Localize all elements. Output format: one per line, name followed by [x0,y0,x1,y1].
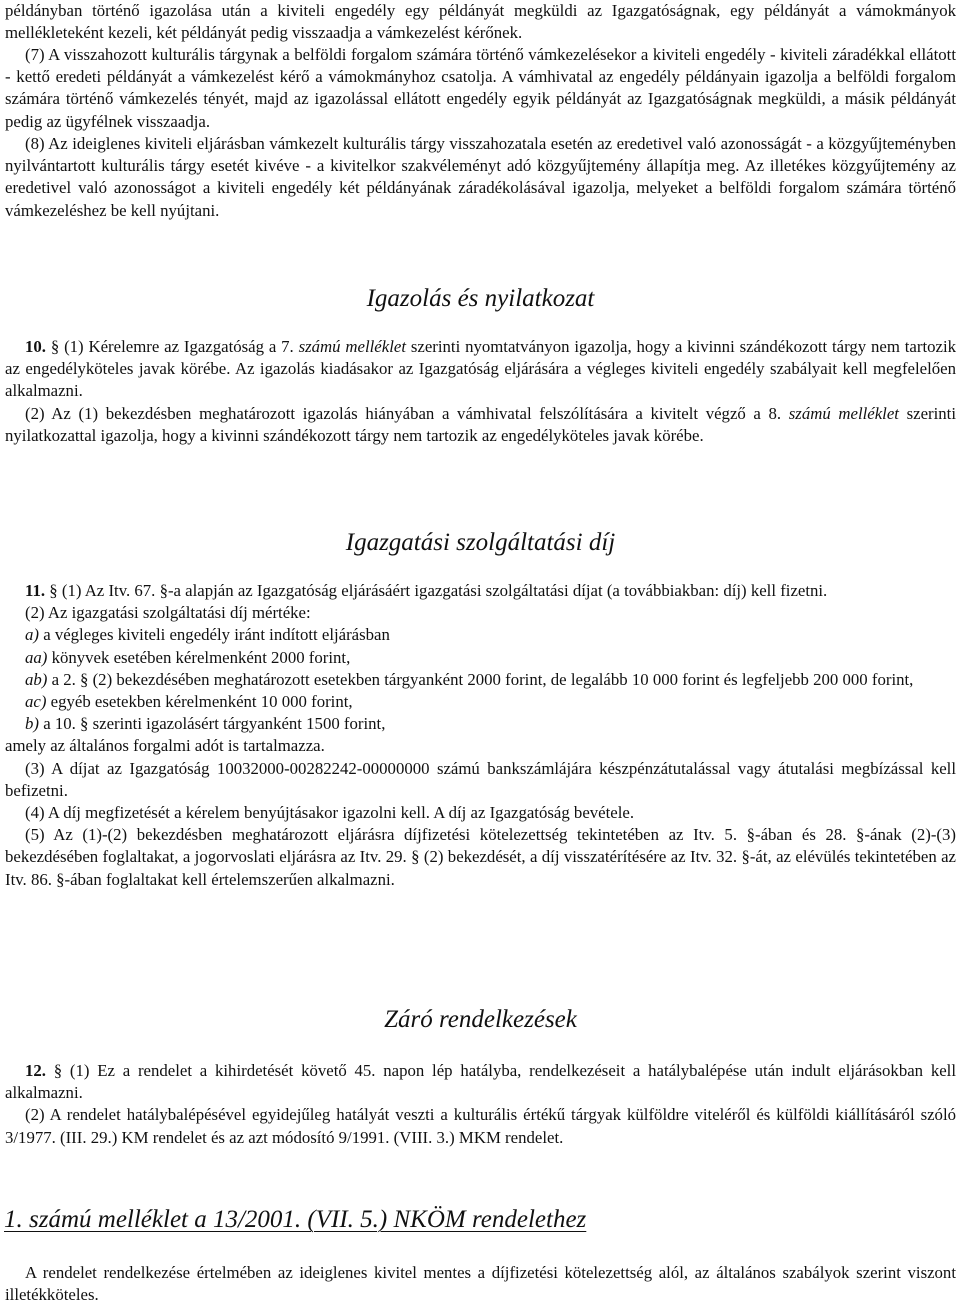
section-heading-igazolas: Igazolás és nyilatkozat [366,285,595,312]
section-heading-zaro: Záró rendelkezések [384,1006,577,1033]
list-item-a: a) a végleges kiviteli engedély iránt indított eljárásban [25,625,390,645]
section-number: 12. [25,1061,46,1080]
section-10 [5,336,956,447]
section-heading-dij: Igazgatási szolgáltatási díj [345,529,616,556]
section-12 [5,1060,956,1149]
section-11-paragraph-3: (3) A díjat az Igazgatóság 10032000-00282242-00000000 számú bankszámlájára készpénzátutalással vagy átutalási megbízással kell befizetni. [5,758,956,800]
annex-title: 1. számú melléklet a 13/2001. (VII. 5.) NKÖM rendelethez [4,1206,587,1233]
section-11-paragraph-5: (5) Az (1)-(2) bekezdésben meghatározott eljárásra díjfizetési kötelezettség tekintetében az Itv. 5. §-ában és 28. §-ának (2)-(3) bekezdésében foglaltakat, a jogorvoslati eljárásra az Itv. 29. § (2) bekezdését, a díj visszatérítésére az Itv. 32. §-át, az elévülés tekintetében az Itv. 86. §-ában foglaltakat kell értelemszerűen alkalmazni. [5,825,956,889]
annex-text: A rendelet rendelkezése értelmében az ideiglenes kivitel mentes a díjfizetési kötelezettség alól, az általános szabályok szerint viszont illetékköteles. [5,1263,956,1305]
annex-reference: számú melléklet [298,337,406,356]
paragraph-7: (7) A visszahozott kulturális tárgynak a belföldi forgalom számára történő vámkezelésekor a kiviteli engedély - kiviteli záradékkal ellátott - kettő eredeti példányát a vámkezelést kérő a vámokmányhoz csatolja. A vámhivatal az engedély példányain igazolja a belföldi forgalom számára történő vámkezelés tényét, majd az igazolással ellátott engedély egyik példányát az Igazgatóságnak megküldi, a másik példányát pedig az ügyfélnek visszaadja. [5,45,956,131]
list-item-ac: ac) egyéb esetekben kérelmenként 10 000 forint, [25,692,353,712]
section-12-paragraph-1: 12. § (1) Ez a rendelet a kihirdetését követő 45. napon lép hatályba, rendelkezéseit a hatálybalépése után indult eljárásokban kell alkalmazni. [5,1061,956,1103]
section-11-paragraph-1: 11. § (1) Az Itv. 67. §-a alapján az Igazgatóság eljárásáért igazgatási szolgáltatási díjat (a továbbiakban: díj) kell fizetni. [25,581,828,600]
section-number: 10. [25,337,46,356]
section-11-paragraph-2: (2) Az igazgatási szolgáltatási díj mértéke: [25,603,311,623]
list-item-b: b) a 10. § szerinti igazolásért tárgyanként 1500 forint, [25,714,386,734]
paragraph-continuation: példányban történő igazolása után a kiviteli engedély egy példányát megküldi az Igazgatóságnak, egy példányát a vámokmányok mellékleteként kezeli, két példányát pedig visszaadja a vámkezelést kérőnek. [5,1,956,43]
section-10-paragraph-2: (2) Az (1) bekezdésben meghatározott igazolás hiányában a vámhivatal felszólítására a kivitelt végző a 8. számú melléklet szerinti nyilatkozattal igazolja, hogy a kivinni szándékozott tárgy nem tartozik az engedélyköteles javak körébe. [5,403,956,445]
section-10-paragraph-1: 10. § (1) Kérelemre az Igazgatóság a 7. számú melléklet szerinti nyomtatványon igazolja, hogy a kivinni szándékozott tárgy nem tartozik az engedélyköteles javak körébe. Az igazolás kiadásakor az Igazgatóság eljárására a végleges kiviteli engedély szabályait kell megfelelően alkalmazni. [5,337,957,401]
list-item-ab: ab) a 2. § (2) bekezdésében meghatározott esetekben tárgyanként 2000 forint, de legalább 10 000 forint és legfeljebb 200 000 forint, [25,669,914,689]
section-11-paragraph-4: (4) A díj megfizetését a kérelem benyújtásakor igazolni kell. A díj az Igazgatóság bevétele. [25,803,635,823]
paragraph-8: (8) Az ideiglenes kiviteli eljárásban vámkezelt kulturális tárgy visszahozatala esetén az eredetivel való azonosságát - a közgyűjteményben nyilvántartott kulturális tárgy esetét kivéve - a kivitelkor szakvéleményt adó közgyűjtemény állapítja meg. Az illetékes közgyűjtemény az eredetivel való azonosságot a kiviteli engedély két példányának záradékolásával igazolja, melyeket a belföldi forgalom számára történő vámkezeléshez be kell nyújtani. [5,134,956,220]
section-number: 11. [25,581,46,600]
annex-reference: számú melléklet [788,403,899,423]
section-11 [5,580,956,891]
section-12-paragraph-2: (2) A rendelet hatálybalépésével egyidejűleg hatályát veszti a kulturális értékű tárgyak külföldre viteléről és külföldi kiállításáról szóló 3/1977. (III. 29.) KM rendelet és az azt módosító 9/1991. (VIII. 3.) MKM rendelet. [5,1105,956,1147]
list-item-aa: aa) könyvek esetében kérelmenként 2000 forint, [25,647,351,667]
vat-note: amely az általános forgalmi adót is tartalmazza. [5,736,325,756]
